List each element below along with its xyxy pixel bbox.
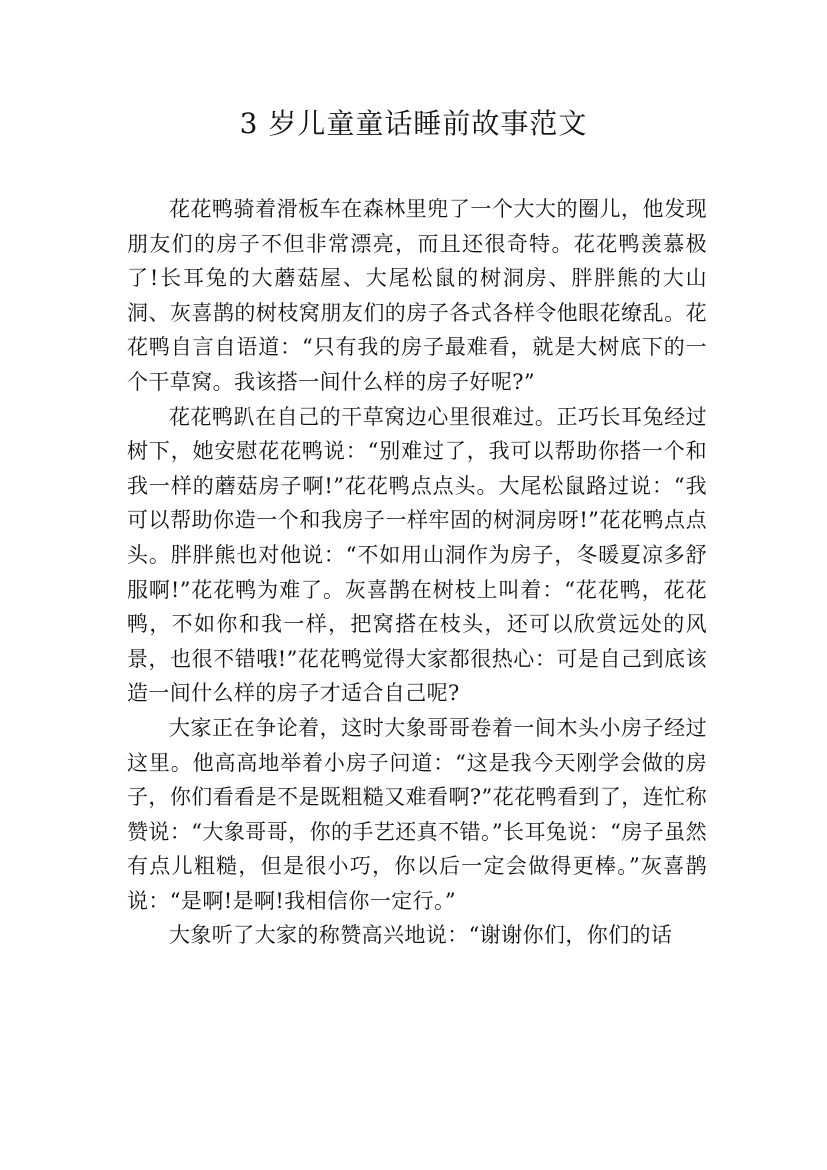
paragraph-1: 花花鸭骑着滑板车在森林里兜了一个大大的圈儿，他发现朋友们的房子不但非常漂亮，而且还很奇特。花花鸭羡慕极了!长耳兔的大蘑菇屋、大尾松鼠的树洞房、胖胖熊的大山洞、灰喜鹊的树枝窝朋友们的房子各式各样令他眼花缭乱。花花鸭自言自语道：“只有我的房子最难看，就是大树底下的一个干草窝。我该搭一间什么样的房子好呢?” (127, 197, 707, 394)
paragraph-2: 花花鸭趴在自己的干草窝边心里很难过。正巧长耳兔经过树下，她安慰花花鸭说：“别难过了，我可以帮助你搭一个和我一样的蘑菇房子啊!”花花鸭点点头。大尾松鼠路过说：“我可以帮助你造一个和我房子一样牢固的树洞房呀!”花花鸭点点头。胖胖熊也对他说：“不如用山洞作为房子，冬暖夏凉多舒服啊!”花花鸭为难了。灰喜鹊在树枝上叫着：“花花鸭，花花鸭，不如你和我一样，把窝搭在枝头，还可以欣赏远处的风景，也很不错哦!”花花鸭觉得大家都很热心：可是自己到底该造一间什么样的房子才适合自己呢? (127, 404, 707, 706)
document-body (127, 192, 707, 953)
paragraph-3: 大家正在争论着，这时大象哥哥卷着一间木头小房子经过这里。他高高地举着小房子问道：“这是我今天刚学会做的房子，你们看看是不是既粗糙又难看啊?”花花鸭看到了，连忙称赞说：“大象哥哥，你的手艺还真不错。”长耳兔说：“房子虽然有点儿粗糙，但是很小巧，你以后一定会做得更棒。”灰喜鹊说：“是啊!是啊!我相信你一定行。” (127, 715, 707, 913)
paragraph-4: 大象听了大家的称赞高兴地说：“谢谢你们，你们的话 (169, 923, 673, 948)
document-title: 3 岁儿童童话睡前故事范文 (239, 107, 588, 140)
